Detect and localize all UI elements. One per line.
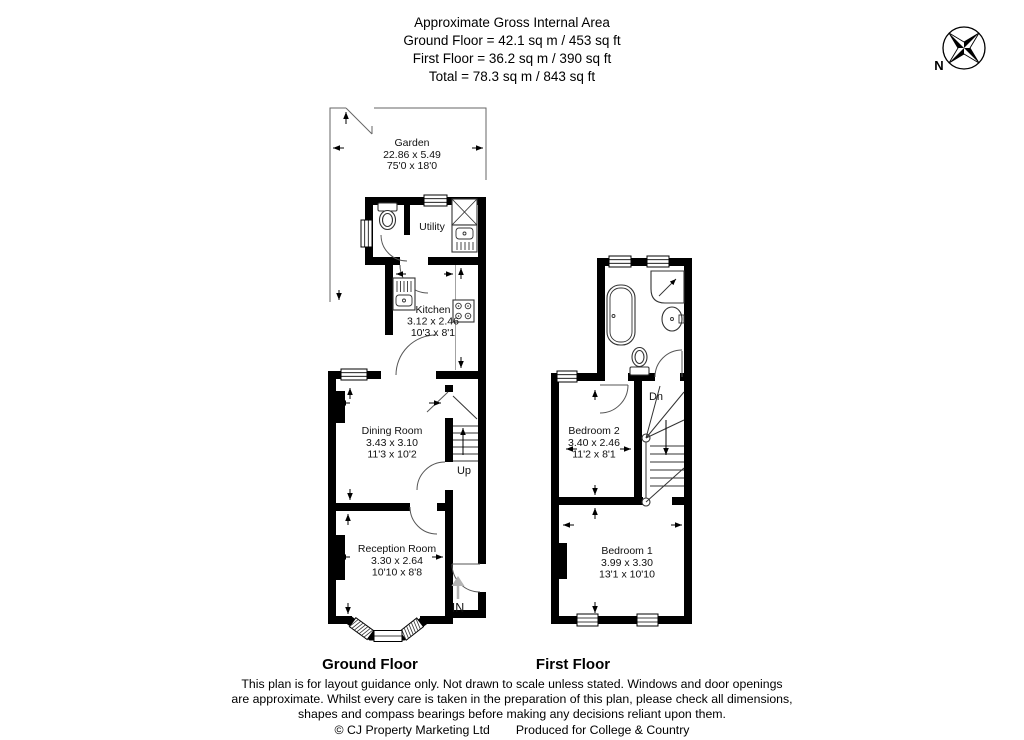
north-label: N <box>934 58 944 73</box>
door-leaf <box>427 392 448 412</box>
total-area: Total = 78.3 sq m / 843 sq ft <box>428 69 596 84</box>
utility-room <box>378 199 477 252</box>
bedroom-1-metric: 3.99 x 3.30 <box>601 557 653 569</box>
bedroom-2-metric: 3.40 x 2.46 <box>568 437 620 449</box>
dining-room-metric: 3.43 x 3.10 <box>366 437 418 449</box>
disclaimer <box>0 677 1024 722</box>
utility-label: Utility <box>419 221 445 233</box>
sink-icon <box>393 278 415 310</box>
door-arc <box>410 507 437 534</box>
window <box>341 369 367 380</box>
disclaimer-line-3: shapes and compass bearings before making any decisions reliant upon them. <box>298 707 726 721</box>
bay-window <box>349 618 373 640</box>
ground-floor-title: Ground Floor <box>322 656 418 673</box>
reception-room-label: Reception Room <box>357 543 437 555</box>
bathtub-icon <box>607 285 635 345</box>
reception-room-metric: 3.30 x 2.64 <box>371 555 423 567</box>
first-floor-area: First Floor = 36.2 sq m / 390 sq ft <box>412 51 612 66</box>
door-arc <box>396 335 436 375</box>
window <box>361 220 372 247</box>
wc-partition <box>404 205 410 235</box>
garden-label: Garden <box>394 137 430 149</box>
toilet-icon <box>378 203 397 230</box>
bay-window <box>399 618 423 640</box>
produced-for: Produced for College & Country <box>515 723 690 737</box>
window <box>609 256 631 267</box>
bedroom-2-imperial: 11'2 x 8'1 <box>572 448 616 461</box>
window <box>637 614 658 626</box>
bathroom <box>607 271 684 375</box>
ground-floor-plan <box>322 108 486 673</box>
disclaimer-line-1: This plan is for layout guidance only. Not drawn to scale unless stated. Windows and door openings <box>241 677 783 691</box>
window <box>557 371 577 382</box>
door-arc <box>417 462 445 490</box>
window <box>424 195 447 206</box>
dining-room-imperial: 11'3 x 10'2 <box>367 448 417 461</box>
area-title: Approximate Gross Internal Area <box>414 15 610 30</box>
basin-icon <box>662 307 684 331</box>
staircase-down <box>642 386 684 506</box>
window <box>577 614 598 626</box>
door-arc <box>655 350 682 377</box>
front-door-arc <box>452 564 480 592</box>
bedroom-1-imperial: 13'1 x 10'10 <box>599 568 655 581</box>
bedroom-2 <box>566 390 631 495</box>
entrance-arrow-head <box>452 576 465 586</box>
copyright: © CJ Property Marketing Ltd <box>334 723 490 737</box>
kitchen-metric: 3.12 x 2.46 <box>407 315 459 328</box>
bedroom-1-label: Bedroom 1 <box>601 545 653 557</box>
chimney-breast <box>559 543 567 579</box>
disclaimer-line-2: are approximate. Whilst every care is taken in the preparation of this plan, please check all dimensions, <box>231 692 793 706</box>
garden-imperial: 75'0 x 18'0 <box>386 160 438 172</box>
door-arc <box>600 385 628 413</box>
bedroom-1 <box>563 508 682 613</box>
stairs-up-label: Up <box>456 465 472 477</box>
ground-floor-area: Ground Floor = 42.1 sq m / 453 sq ft <box>403 33 621 48</box>
garden-gate <box>346 108 372 134</box>
entrance-label: IN <box>451 601 465 615</box>
first-floor-plan <box>536 256 692 673</box>
copyright-row <box>0 723 1024 737</box>
staircase-up <box>453 396 478 477</box>
reception-room <box>339 514 443 614</box>
dining-room <box>339 388 441 500</box>
bay-front-window <box>374 631 402 642</box>
first-floor-title: First Floor <box>535 656 611 673</box>
chimney-breast <box>336 391 345 423</box>
reception-room-imperial: 10'10 x 8'8 <box>371 566 423 579</box>
compass-rose <box>934 27 985 73</box>
kitchen-room <box>393 265 474 370</box>
sink-icon <box>452 225 477 252</box>
window <box>647 256 669 267</box>
bedroom-2-label: Bedroom 2 <box>568 425 620 437</box>
dining-room-label: Dining Room <box>361 425 423 437</box>
kitchen-label: Kitchen <box>415 304 451 316</box>
kitchen-imperial: 10'3 x 8'1 <box>410 327 456 339</box>
counter-icon <box>452 199 477 225</box>
stairs-down-label: Dn <box>648 391 664 403</box>
entrance-door <box>452 576 465 615</box>
garden-metric: 22.86 x 5.49 <box>383 149 441 161</box>
toilet-icon <box>630 348 649 376</box>
shower-icon <box>651 271 684 303</box>
